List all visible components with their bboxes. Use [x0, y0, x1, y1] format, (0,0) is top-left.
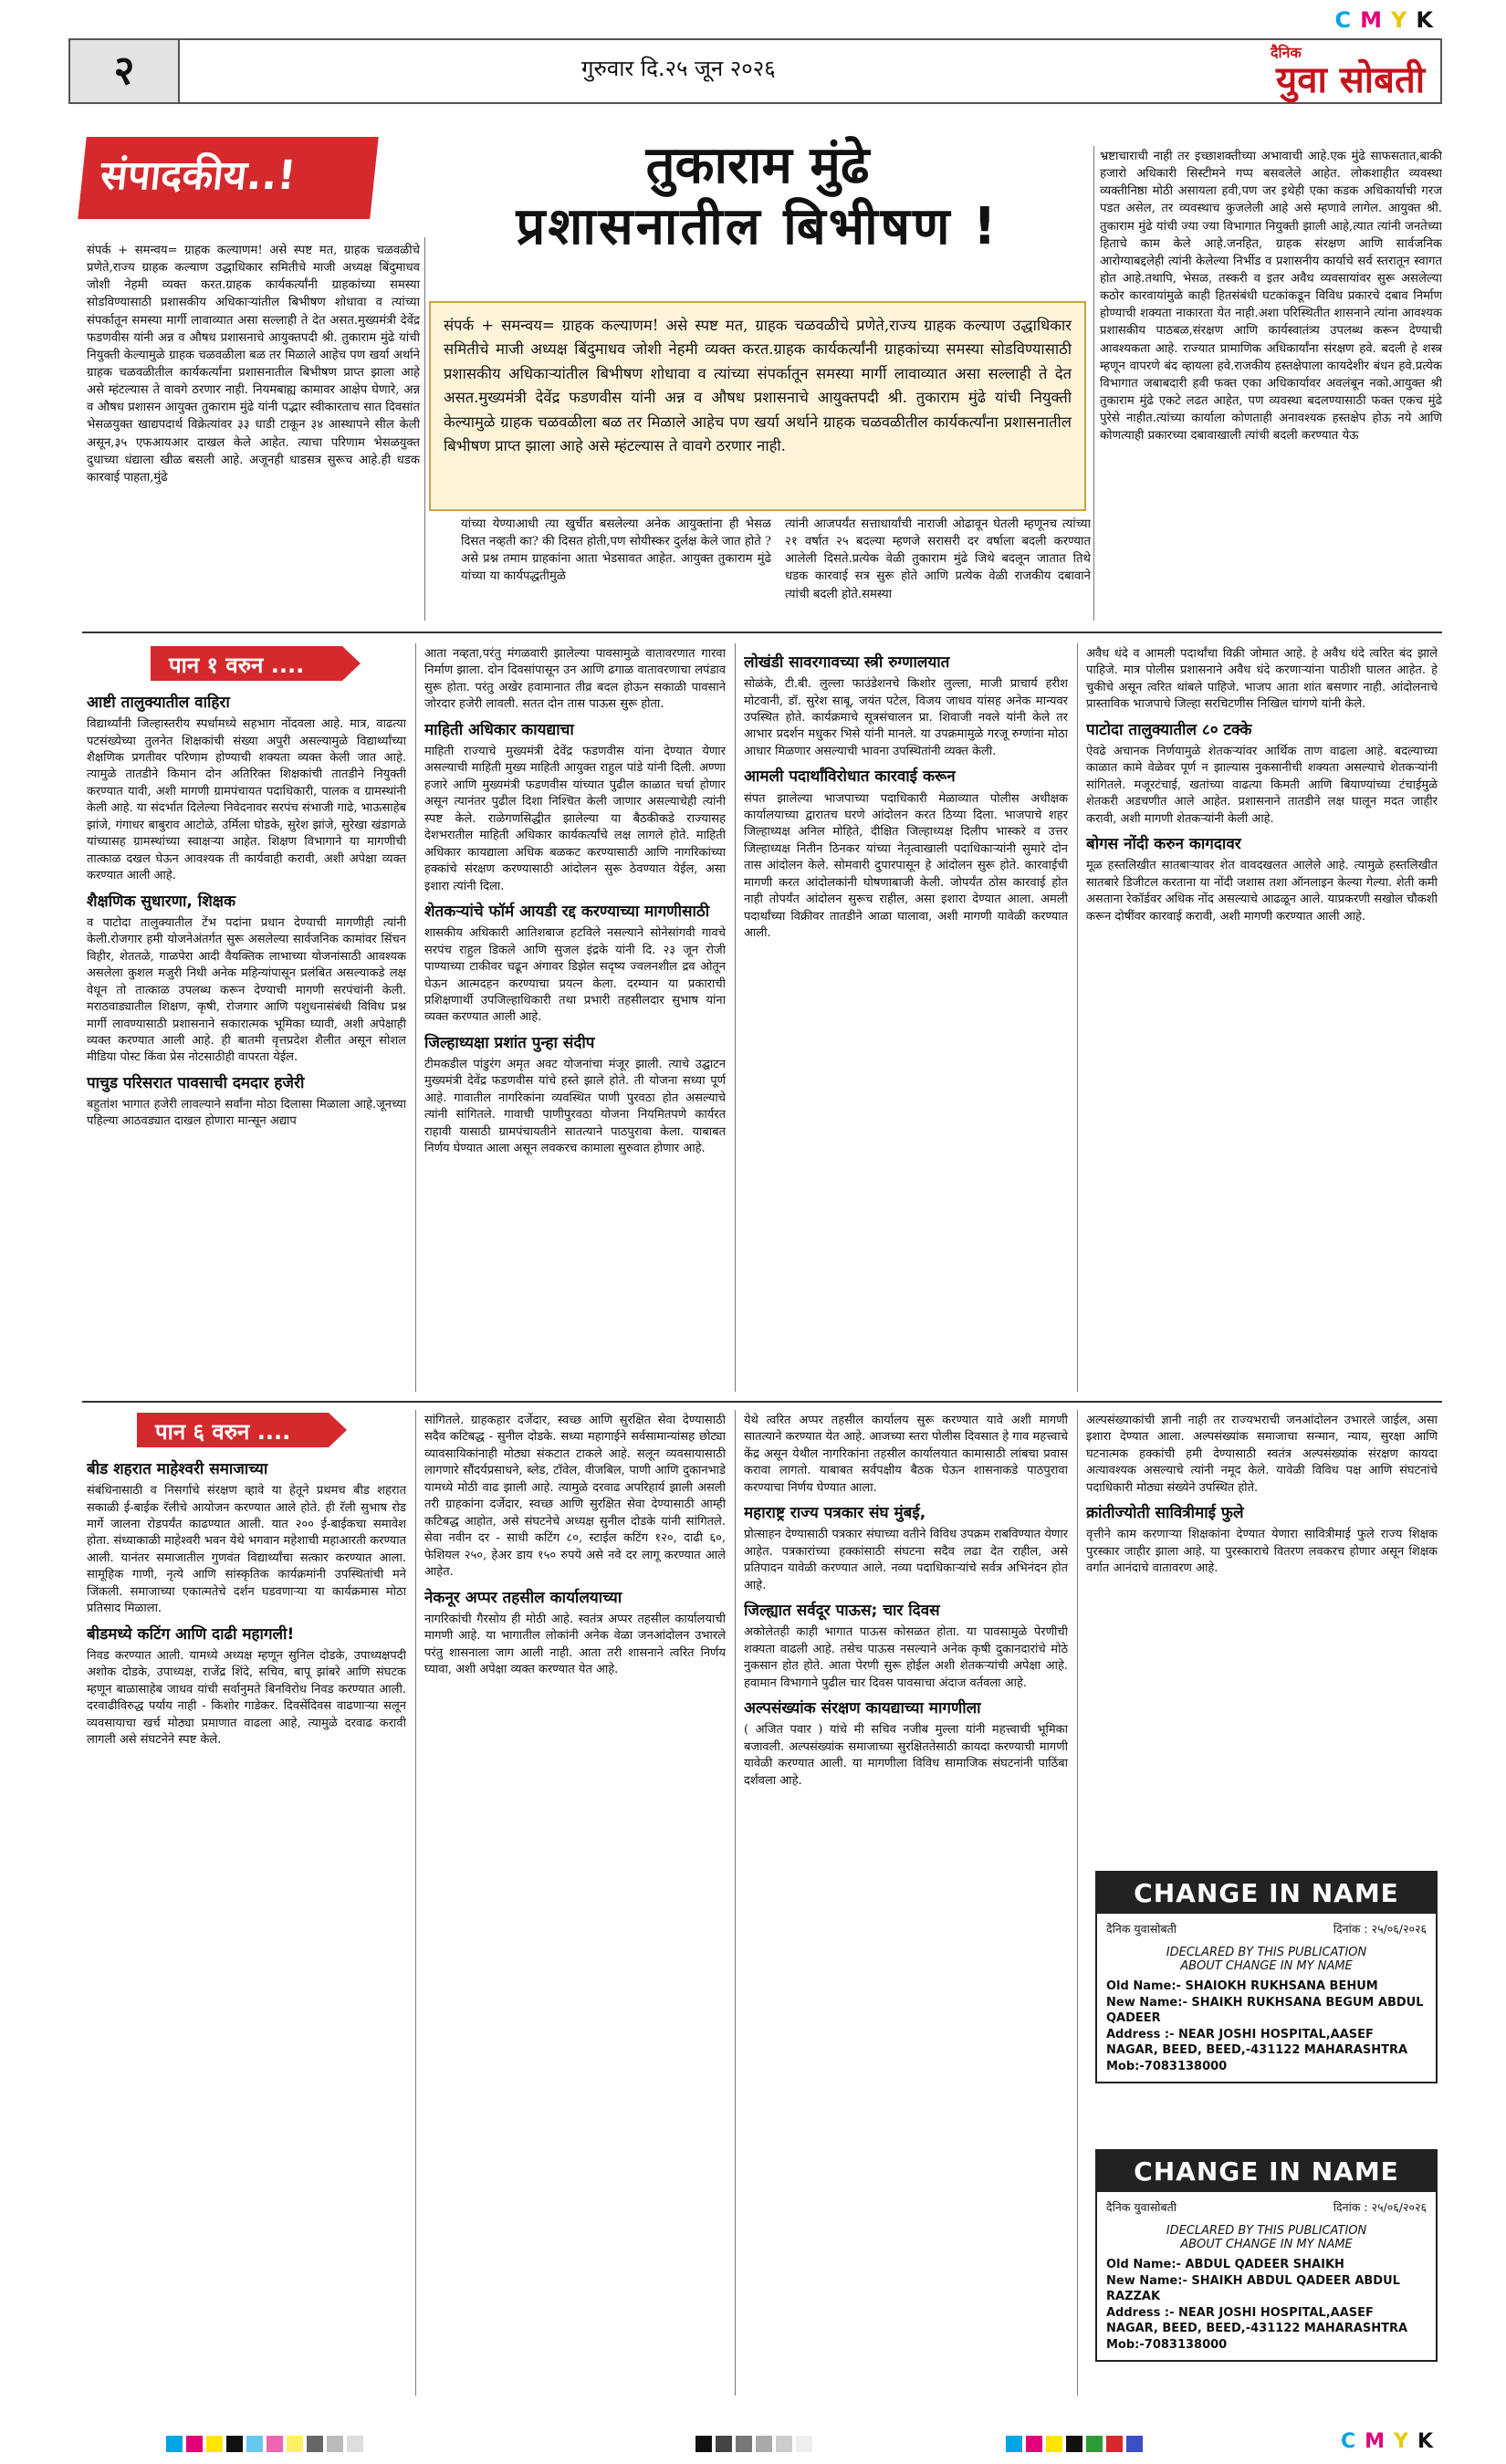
section1-column-1 — [87, 686, 406, 1394]
cmyk-y: Y — [1394, 2430, 1417, 2453]
section2-column-1 — [87, 1453, 406, 2393]
article-text: संबंधिनासाठी व निसर्गाचे संरक्षण व्हावे या हेतूने प्रथमच बीड शहरात सकाळी ई-बाईक रॅलीचे आयोजन करण्यात आले होते. ही रॅली सुभाष रोड मार्गे जालना रोडपर्यंत काढण्यात आली. यात २०० ई-बाईकचा समावेश होता. संध्याकाळी माहेश्वरी भवन येथे भगवान महेशाची महाआरती करण्यात आली. यानंतर समाजातील गुणवंत विद्यार्थ्यांचा सत्कार करण्यात आला. सामूहिक गाणी, नृत्ये आणि सांस्कृतिक कार्यक्रमांनी उपस्थितांची मने जिंकली. समाजाच्या एकात्मतेचे दर्शन घडवणाऱ्या या कार्यक्रमास मोठा प्रतिसाद मिळाला. — [87, 1484, 406, 1616]
article-heading: अल्पसंख्यांक संरक्षण कायद्याच्या मागणीला — [744, 1699, 981, 1718]
article-heading: पाटोदा तालुक्यातील ८० टक्के — [1086, 720, 1252, 739]
editorial-headline — [429, 135, 1086, 257]
article-text: आता नव्हता,परंतु मंगळवारी झालेल्या पावसामुळे वातावरणात गारवा निर्माण झाला. दोन दिवसांपासून उन आणि ढगाळ वातावरणाचा लपंडाव सुरू होता. परंतु अखेर हवामानात तीव्र बदल होऊन सकाळी पावसाने जोरदार हजेरी लावली. सतत दोन तास पाऊस सुरू होता. — [424, 647, 726, 712]
cmyk-marker — [1334, 7, 1442, 33]
notice-date: दिनांक : २५/०६/२०२६ — [1333, 2200, 1427, 2214]
notice-title: CHANGE IN NAME — [1097, 2151, 1436, 2192]
color-calibration-strip — [694, 2433, 814, 2455]
notice-declaration: IDECLARED BY THIS PUBLICATION — [1166, 2224, 1367, 2238]
editorial-left-column: संपर्क + समन्वय= ग्राहक कल्याणम! असे स्पष्ट मत, ग्राहक चळवळीचे प्रणेते,राज्य ग्राहक कल्याण उद्धाधिकार समितीचे माजी अध्यक्ष बिंदुमाधव जोशी नेहमी व्यक्त करत.ग्राहक कार्यकर्त्यांनी ग्राहकांच्या समस्या सोडविण्यासाठी प्रशासकीय अधिकाऱ्यांतील बिभीषण शोधावा व त्यांच्या संपर्कातून समस्या मार्गी लावाव्यात असा सल्लाही ते देत असत.मुख्यमंत्री देवेंद्र फडणवीस यांनी अन्न व औषध प्रशासनाचे आयुक्तपदी श्री. तुकाराम मुंढे यांची नियुक्ती केल्यामुळे ग्राहक चळवळीला बळ तर मिळाले आहेच पण खर्या अर्थाने ग्राहक चळवळीतील कार्यकर्त्यांना प्रशासनातील बिभीषण प्राप्त झाला आहे असे म्हंटल्यास ते वावगे ठरणार नाही. नियमबाह्य कामावर आक्षेप घेणारे, अन्न व औषध प्रशासन आयुक्त तुकाराम मुंढे यांनी पद्भार स्वीकारताच सात दिवसांत भेसळयुक्त खाद्यपदार्थ विक्रेत्यांवर ३३ धाडी टाकून ३४ आस्थापने सील केली असून,३५ एफआयआर दाखल केले आहेत. त्याचा परिणाम भेसळयुक्त दुधाच्या धंद्याला खीळ बसली आहे. अजूनही धाडसत्र सुरूच आहे.ही धडक कारवाई पाहता,मुंढे — [87, 244, 420, 485]
cmyk-k: K — [1416, 7, 1442, 33]
divider — [415, 643, 416, 1392]
article-text: टीमकडील पांडुरंग अमृत अवट योजनांचा मंजूर झाली. त्याचे उद्घाटन मुख्यमंत्री देवेंद्र फडणवीस यांचे हस्ते झाले होते. ती योजना सध्या पूर्ण आहे. गावातील नागरिकांना व्यवस्थित पाणी पुरवठा होत असल्याचे त्यांनी सांगितले. गावाची पाणीपुरवठा योजना नियमितपणे कार्यरत राहावी यासाठी ग्रामपंचायतीने सातत्याने पाठपुरावा केला. याबाबत निर्णय घेण्यात आला असून लवकरच कामाला सुरुवात होणार आहे. — [424, 1057, 726, 1156]
article-heading: जिल्हाध्यक्षा प्रशांत पुन्हा संदीप — [424, 1033, 595, 1052]
cmyk-c: C — [1340, 2430, 1365, 2453]
date-line: गुरुवार दि.२५ जून २०२६ — [581, 56, 776, 81]
logo-big: युवा सोबती — [1276, 59, 1426, 101]
article-text: प्रोत्साहन देण्यासाठी पत्रकार संघाच्या वतीने विविध उपक्रम राबविण्यात येणार आहेत. पत्रकारांच्या हक्कांसाठी संघटना सदैव लढा देत राहील, असे प्रतिपादन यावेळी करण्यात आले. नव्या पदाधिकाऱ्यांचे सर्वत्र अभिनंदन होत आहे. — [744, 1528, 1068, 1592]
color-calibration-strip — [1004, 2433, 1145, 2455]
section2-column-3 — [744, 1413, 1068, 2394]
section1-column-3 — [744, 646, 1068, 1394]
notice-paper: दैनिक युवासोबती — [1106, 1922, 1177, 1936]
cmyk-m: M — [1365, 2430, 1394, 2453]
section-tag-pan6: पान ६ वरुन .... — [137, 1413, 329, 1447]
article-heading: माहिती अधिकार कायद्याचा — [424, 720, 574, 739]
notice-mobile: Mob:-7083138000 — [1106, 2059, 1228, 2073]
section2-column-4 — [1086, 1413, 1438, 1842]
article-text: अकोलेतही काही भागात पाऊस कोसळत होता. या पावसामुळे पेरणीची शक्यता वाढली आहे. तसेच पाऊस नसल्याने अनेक कृषी दुकानदारांचे मोठे नुकसान होत होते. आता पेरणी सुरू होईल अशी शेतकऱ्यांची अपेक्षा आहे. हवामान विभागाने पुढील चार दिवस पावसाचा अंदाज वर्तवला आहे. — [744, 1625, 1068, 1690]
article-text: विद्यार्थ्यांनी जिल्हास्तरीय स्पर्धामध्ये सहभाग नोंदवला आहे. मात्र, वाढत्या पटसंख्येच्या तुलनेत शिक्षकांची संख्या अपुरी असल्यामुळे विद्यार्थ्यांच्या शैक्षणिक प्रगतीवर परिणाम होण्याची शक्यता व्यक्त केली जात आहे. त्यामुळे तातडीने किमान दोन अतिरिक्त शिक्षकांची तातडीने नियुक्ती करण्यात यावी, अशी मागणी ग्रामपंचायत पदाधिकारी, पालक व ग्रामस्थांनी केली आहे. या संदर्भात दिलेल्या निवेदनावर सरपंच संभाजी गाढे, भाऊसाहेब झांजे, गंगाधर बाबुराव आटोळे, उर्मिला घोडके, सुरेश झांजे, सुरेखा खंडागळे यांच्यासह ग्रामस्थांच्या स्वाक्षऱ्या आहेत. शिक्षण विभागाने या मागणीची तात्काळ दखल घेऊन आवश्यक ती कार्यवाही करावी, अशी अपेक्षा व्यक्त करण्यात आली आहे. — [87, 717, 406, 883]
article-text: अल्पसंख्याकांची ज्ञानी नाही तर राज्यभराची जनआंदोलन उभारले जाईल, असा इशारा देण्यात आला. अल्पसंख्यांक समाजाचा सन्मान, न्याय, सुरक्षा आणि घटनात्मक हक्कांची हमी देण्यासाठी स्वतंत्र अल्पसंख्यांक संरक्षण कायदा अत्यावश्यक असल्याचे त्यांनी नमूद केले. यावेळी विविध पक्ष आणि संघटनांचे पदाधिकारी मोठ्या संख्येने उपस्थित होते. — [1086, 1414, 1438, 1495]
notice-old-name: Old Name:- SHAIOKH RUKHSANA BEHUM — [1106, 1979, 1378, 1993]
article-text: सोळंके, टी.बी. लुल्ला फाउंडेशनचे किशोर लुल्ला, माजी प्राचार्य हरीश मोटवानी, डॉ. सुरेश साबू, जयंत पटेल, विजय जाधव यांसह अनेक मान्यवर उपस्थित होते. कार्यक्रमाचे सूत्रसंचालन प्रा. शिवाजी नवले यांनी केले तर आभार प्रदर्शन मधुकर भिसे यांनी मानले. या उपक्रमामुळे गरजू रुग्णांना मोठा आधार मिळणार असल्याची भावना उपस्थितांनी व्यक्त केली. — [744, 677, 1068, 758]
article-text: व पाटोदा तालुक्यातील टेंभ पदांना प्रधान देण्याची मागणीही त्यांनी केली.रोजगार हमी योजनेअंतर्गत सुरू असलेल्या सार्वजनिक कामांवर सिंचन विहीर, शेततळे, गाळपेरा आदी वैयक्तिक लाभाच्या योजनांसाठी आवश्यक असलेला कुशल मजुरी निधी अनेक महिन्यांपासून प्रलंबित असल्याकडे लक्ष वेधून तो तात्काळ उपलब्ध करून देण्याची मागणी सरपंचांनी केली. मराठवाड्यातील शिक्षण, कृषी, रोजगार आणि पशुधनासंबंधी विविध प्रश्न मार्गी लावण्यासाठी प्रशासनाने सकारात्मक भूमिका घ्यावी, अशी अपेक्षाही व्यक्त करण्यात आली आहे. ही बातमी वृत्तप्रदेश शैलीत असून सोशल मीडिया पोस्ट किंवा प्रेस नोटसाठीही वापरता येईल. — [87, 915, 406, 1065]
page-number: २ — [70, 40, 180, 102]
divider — [1077, 1410, 1078, 2396]
article-text: वृत्तीने काम करणाऱ्या शिक्षकांना देण्यात येणारा सावित्रीमाई फुले राज्य शिक्षक पुरस्कार जाहीर झाला आहे. या पुरस्काराचे वितरण लवकरच होणार असून शिक्षक वर्गात आनंदाचे वातावरण आहे. — [1086, 1528, 1438, 1576]
article-heading: आमली पदार्थांविरोधात कारवाई करून — [744, 767, 956, 787]
article-text: शासकीय अधिकारी आतिशबाज हटविले नसल्याने सोनेसांगवी गावचे सरपंच राहुल डिकले आणि सुजल इंद्रके यांनी दि. २३ जून रोजी पाण्याच्या टाकीवर चढून अंगावर डिझेल सदृष्य ज्वलनशील द्रव ओतून घेऊन आत्मदहन करण्याचा प्रयत्न केला. दरम्यान या प्रकाराची प्रशिक्षणार्थी उपजिल्हाधिकारी तथा प्रभारी तहसीलदार सुभाष यांना व्यक्त करण्यात आली आहे. — [424, 926, 726, 1025]
headline-line1: तुकाराम मुंढे — [645, 136, 870, 195]
divider — [1093, 146, 1094, 621]
divider — [735, 643, 736, 1392]
article-text: माहिती राज्याचे मुख्यमंत्री देवेंद्र फडणवीस यांना देण्यात येणार असल्याची माहिती मुख्य माहिती आयुक्त राहुल पांडे यांनी दिली. अण्णा हजारे आणि मुख्यमंत्री फडणवीस यांच्यात पुढील काळात चर्चा होणार असून त्यानंतर पुढील दिशा निश्चित केली जाणार असल्याचेही त्यांनी स्पष्ट केले. राळेगणसिद्धीत झालेल्या या बैठकीकडे राज्यासह देशभरातील माहिती अधिकार कार्यकर्त्यांचे लक्ष लागले होते. माहिती अधिकार कायद्याला अधिक बळकट करण्यासाठी आणि नागरिकांच्या हक्कांचे संरक्षण करण्यासाठी आंदोलन सुरू ठेवण्यात येईल, असा इशारा त्यांनी दिला. — [424, 744, 726, 893]
cmyk-m: M — [1360, 7, 1391, 33]
color-calibration-strip — [164, 2433, 365, 2455]
editorial-highlight-box: संपर्क + समन्वय= ग्राहक कल्याणम! असे स्पष्ट मत, ग्राहक चळवळीचे प्रणेते,राज्य ग्राहक कल्याण उद्धाधिकार समितीचे माजी अध्यक्ष बिंदुमाधव जोशी नेहमी व्यक्त करत.ग्राहक कार्यकर्त्यांनी ग्राहकांच्या समस्या सोडविण्यासाठी प्रशासकीय अधिकाऱ्यांतील बिभीषण शोधावा व त्यांच्या संपर्कातून समस्या मार्गी लावाव्यात असा सल्लाही ते देत असत.मुख्यमंत्री देवेंद्र फडणवीस यांनी अन्न व औषध प्रशासनाचे आयुक्तपदी श्री. तुकाराम मुंढे यांची नियुक्ती केल्यामुळे ग्राहक चळवळीला बळ तर मिळाले आहेच पण खर्या अर्थाने ग्राहक चळवळीतील कार्यकर्त्यांना प्रशासनातील बिभीषण प्राप्त झाला आहे असे म्हंटल्यास ते वावगे ठरणार नाही. — [429, 301, 1086, 511]
article-heading: शैक्षणिक सुधारणा, शिक्षक — [87, 892, 235, 911]
article-text: येथे त्वरित अप्पर तहसील कार्यालय सुरू करण्यात यावे अशी मागणी सातत्याने करण्यात येत आहे. आजच्या स्तरा पोलीस दिवसात हे गाव महत्त्वाचे केंद्र असून येथील नागरिकांना तहसील कार्यालयात कामासाठी लांबचा प्रवास करावा लागतो. याबाबत सर्वपक्षीय बैठक घेऊन शासनाकडे पाठपुरावा करण्याचा निर्णय घेण्यात आला. — [744, 1414, 1068, 1495]
editorial-right-column: भ्रष्टाचाराची नाही तर इच्छाशक्तीच्या अभावाची आहे.एक मुंढे साफसतात,बाकी हजारो अधिकारी सिस्टीमने गप्प बसवलेले आहेत. लोकशाहीत व्यवस्था व्यक्तीनिष्ठा मोठी असायला हवी,पण जर इथेही एका कडक अधिकार्याची गरज पडत असेल, तर व्यवस्थाच कुजलेली आहे असे म्हणावे लागेल. आयुक्त श्री. तुकाराम मुंढे यांची ज्या ज्या विभागात नियुक्ती झाली आहे,त्यात त्यांनी जनतेच्या हिताचे काम केले आहे.जनहित, ग्राहक संरक्षण आणि सार्वजनिक आरोग्याबद्दलेही त्यांनी केलेल्या निर्भीड व प्रशासनीय कार्याचे सर्व स्तरातून स्वागत होत आहे.तथापि, भेसळ, तस्करी व इतर अवैध व्यवसायांवर सुरू असलेल्या कठोर कारवायांमुळे काही हितसंबंधी घटकांकडून विविध प्रकारचे दबाव निर्माण होण्याची शक्यता नाकारता येत नाही.अशा परिस्थितीत शासनाने त्यांना आवश्यक प्रशासकीय पाठबळ,संरक्षण आणि कार्यस्वातंत्र्य उपलब्ध करून देण्याची आवश्यकता आहे. राज्यात प्रामाणिक अधिकार्यांना संरक्षण हवे. बदली हे शस्त्र म्हणून वापरणे बंद व्हायला हवे.राजकीय हस्तक्षेपाला कायदेशीर बंधन हवे.प्रत्येक विभागात जबाबदारी हवी फक्त एका अधिकार्यावर अवलंबून नको.आयुक्त श्री तुकाराम मुंढे एकटे लढत आहेत, पण व्यवस्था बदलण्यासाठी फक्त एकच मुंढे पुरेसे नाहीत.त्यांच्या कार्याला कोणताही अनावश्यक हस्तक्षेप होऊ नये आणि कोणत्याही प्रकारच्या दबावाखाली त्यांची बदली करण्यात येऊ — [1100, 150, 1442, 444]
divider — [415, 1410, 416, 2396]
cmyk-marker-bottom — [1341, 2430, 1442, 2453]
change-in-name-notice-2 — [1095, 2149, 1438, 2362]
notice-title: CHANGE IN NAME — [1097, 1873, 1436, 1914]
section2-column-2 — [424, 1413, 726, 2394]
masthead-band — [68, 38, 1442, 104]
cmyk-k: K — [1417, 2430, 1442, 2453]
article-text: संपत झालेल्या भाजपाच्या पदाधिकारी मेळाव्यात पोलीस अधीक्षक कार्यालयाच्या द्वारातच घरणे आंदोलन करत ठिय्या दिला. भाजपाचे शहर जिल्हाध्यक्ष अनिल मोहिते, दीक्षित जिल्हाध्यक्ष दिलीप भास्करे व उत्तर जिल्हाध्यक्ष नितीन ठिनकर यांच्या नेतृत्वाखाली पदाधिकाऱ्यांनी सुमारे दोन तास आंदोलन केले. सोमवारी दुपारपासून हे आंदोलन सुरू होते. कारवाईची मागणी करत आंदोलकांनी घोषणाबाजी केली. जोपर्यंत ठोस कारवाई होत नाही तोपर्यंत आंदोलन सुरूच राहील, असा इशारा देण्यात आला. अमली पदार्थांच्या विक्रीवर तातडीने आळा घालावा, अशी मागणी यावेळी करण्यात आली. — [744, 791, 1068, 941]
section1-column-4 — [1086, 646, 1438, 1394]
newspaper-logo — [1258, 40, 1440, 102]
notice-mobile: Mob:-7083138000 — [1106, 2337, 1228, 2352]
article-text: ऐवढे अचानक निर्णयामुळे शेतकऱ्यांवर आर्थिक ताण वाढला आहे. बदल्याच्या काळात कामे वेळेवर पूर्ण न झाल्यास नुकसानीची शक्यता असल्याचे शेतकऱ्यांनी सांगितले. मजूरटंचाई, खतांच्या वाढत्या किमती आणि बियाण्यांच्या टंचाईमुळे शेतकरी अडचणीत आले आहेत. प्रशासनाने तातडीने लक्ष घालून मदत जाहीर करावी, अशी मागणी शेतकऱ्यांनी केली आहे. — [1086, 744, 1438, 826]
notice-paper: दैनिक युवासोबती — [1106, 2200, 1177, 2214]
article-heading: आष्टी तालुक्यातील वाहिरा — [87, 694, 230, 712]
editorial-badge: संपादकीय..! — [78, 137, 378, 219]
article-heading: लोखंडी सावरगावच्या स्त्री रुग्णालयात — [744, 653, 950, 672]
article-heading: बोगस नोंदी करुन कागदावर — [1086, 835, 1241, 854]
divider — [424, 237, 425, 621]
notice-declaration: ABOUT CHANGE IN MY NAME — [1180, 1959, 1353, 1973]
notice-new-name: New Name:- SHAIKH RUKHSANA BEGUM ABDUL QADEER — [1106, 1995, 1424, 2026]
logo-small: दैनिक — [1271, 44, 1302, 61]
section1-column-2 — [424, 646, 726, 1394]
cmyk-c: C — [1334, 7, 1361, 33]
article-text: निवड करण्यात आली. यामध्ये अध्यक्ष म्हणून सुनिल दोडके, उपाध्यक्षपदी अशोक दोडके, उपाध्यक्ष, राजेंद्र शिंदे, सचिव, बापू झांबरे आणि संघटक म्हणून बाळासाहेब जाधव यांची सर्वानुमते बिनविरोध निवड करण्यात आली. दरवाढीविरुद्ध पर्याय नाही - किशोर गाडेकर. दिवसेंदिवस वाढणाऱ्या सलून व्यवसायाचा खर्च मोठ्या प्रमाणात वाढला आहे, त्यामुळे दरवाढ करावी लागली असे संघटनेने स्पष्ट केले. — [87, 1648, 406, 1748]
article-heading: बीड शहरात माहेश्वरी समाजाच्या — [87, 1460, 268, 1478]
article-text: अवैध धंदे व आमली पदार्थांचा विक्री जोमात आहे. हे अवैध धंदे त्वरित बंद झाले पाहिजे. मात्र पोलीस प्रशासनाने अवैध धंदे करणाऱ्यांना पाठीशी घालत आहेत. हे चुकीचे असून त्वरित थांबले पाहिजे. भाजप आता शांत बसणार नाही. आंदोलनाचे प्रास्ताविक भाजपाचे जिल्हा सरचिटणीस निखिल चांगणे यांनी केले. — [1086, 647, 1438, 712]
article-text: नागरिकांची गैरसोय ही मोठी आहे. स्वतंत्र अप्पर तहसील कार्यालयाची मागणी आहे. या भागातील लोकांनी अनेक वेळा जनआंदोलन उभारले परंतु शासनाला जाग आली नाही. आता तरी शासनाने त्वरित निर्णय घ्यावा, अशी अपेक्षा व्यक्त करण्यात येत आहे. — [424, 1612, 726, 1677]
article-text: बहुतांश भागात हजेरी लावल्याने सर्वांना मोठा दिलासा मिळाला आहे.जूनच्या पहिल्या आठवड्यात दाखल होणारा मान्सून अद्याप — [87, 1097, 406, 1129]
article-heading: शेतकऱ्यांचे फॉर्म आयडी रद्द करण्याच्या मागणीसाठी — [424, 903, 710, 922]
notice-address: Address :- NEAR JOSHI HOSPITAL,AASEF NAGAR, BEED, BEED,-431122 MAHARASHTRA — [1106, 2305, 1408, 2336]
notice-date: दिनांक : २५/०६/२०२६ — [1333, 1922, 1427, 1936]
article-heading: महाराष्ट्र राज्य पत्रकार संघ मुंबई, — [744, 1504, 926, 1523]
article-text: मूळ हस्तलिखीत सातबाऱ्यावर शेत वावदखलत आलेले आहे. त्यामुळे हस्तलिखीत सातबारे डिजीटल करताना या नोंदी जशास तशा ऑनलाइन केल्या गेल्या. शेती कमी असताना रेकॉर्डवर अधिक नोंद असल्याचे आढळून आले. याप्रकरणी सखोल चौकशी करून दोषींवर कारवाई करावी, अशी मागणी करण्यात आली आहे. — [1086, 859, 1438, 924]
notice-declaration: IDECLARED BY THIS PUBLICATION — [1166, 1946, 1367, 1959]
article-heading: बीडमध्ये कटिंग आणि दाढी महागली! — [87, 1624, 295, 1644]
article-heading: पाचुड परिसरात पावसाची दमदार हजेरी — [87, 1073, 305, 1092]
notice-new-name: New Name:- SHAIKH ABDUL QADEER ABDUL RAZZAK — [1106, 2273, 1400, 2304]
article-heading: क्रांतीज्योती सावित्रीमाई फुले — [1086, 1504, 1244, 1523]
editorial-mid-column-2: त्यांनी आजपर्यंत सत्ताधार्यांची नाराजी ओढावून घेतली म्हणूनच त्यांच्या २१ वर्षात २५ बदल्या म्हणजे सरासरी दर वर्षाला बदली करण्यात आलेली दिसते.प्रत्येक वेळी तुकाराम मुंढे जिथे बदलून जातात तिथे धडक कारवाई सत्र सुरू होते आणि प्रत्येक वेळी राजकीय दबावाने त्यांची बदली होते.समस्या — [785, 517, 1091, 601]
section-tag-pan1: पान १ वरुन .... — [151, 646, 342, 681]
section-rule — [82, 1401, 1442, 1403]
divider — [735, 1410, 736, 2396]
article-heading: नेकनूर अप्पर तहसील कार्यालयाच्या — [424, 1588, 622, 1607]
notice-old-name: Old Name:- ABDUL QADEER SHAIKH — [1106, 2258, 1344, 2271]
section-rule — [82, 632, 1442, 633]
notice-declaration: ABOUT CHANGE IN MY NAME — [1180, 2238, 1353, 2251]
headline-line2: प्रशासनातील बिभीषण ! — [516, 197, 999, 257]
change-in-name-notice-1 — [1095, 1871, 1438, 2083]
article-text: ( अजित पवार ) यांचे मी सचिव नजीब मुल्ला यांनी महत्त्वाची भूमिका बजावली. अल्पसंख्यांक समाजाच्या सुरक्षिततेसाठी कायदा करण्याची मागणी यावेळी करण्यात आली. या मागणीला विविध सामाजिक संघटनांनी पाठिंबा दर्शवला आहे. — [744, 1723, 1068, 1788]
article-text: सांगितले. ग्राहकहार दर्जेदार, स्वच्छ आणि सुरक्षित सेवा देण्यासाठी सदैव कटिबद्ध - सुनील दोडके. सध्या महागाईने सर्वसामान्यांसह छोट्या व्यावसायिकांनाही मोठ्या संकटात टाकले आहे. सलून व्यवसायासाठी लागणारे सौंदर्यप्रसाधने, ब्लेड, टॉवेल, वीजबिल, पाणी आणि दुकानभाडे यामध्ये मोठी वाढ झाली आहे. त्यामुळे दरवाढ अपरिहार्य झाली असली तरी ग्राहकांना दर्जेदार, स्वच्छ आणि सुरक्षित सेवा देण्यासाठी आम्ही कटिबद्ध आहोत, असे संघटनेचे अध्यक्ष सुनील दोडके यांनी सांगितले. सेवा नवीन दर - साधी कटिंग ८०, स्टाईल कटिंग १२०, दाढी ६०, फेशियल २५०, हेअर डाय १५० रुपये असे नवे दर लागू करण्यात आले आहेत. — [424, 1414, 726, 1580]
article-heading: जिल्ह्यात सर्वदूर पाऊस; चार दिवस — [744, 1602, 940, 1621]
notice-address: Address :- NEAR JOSHI HOSPITAL,AASEF NAGAR, BEED, BEED,-431122 MAHARASHTRA — [1106, 2027, 1408, 2058]
editorial-mid-column-1: यांच्या येण्याआधी त्या खुर्चीत बसलेल्या अनेक आयुक्तांना ही भेसळ दिसत नव्हती का? की दिसत होती,पण सोयीस्कर दुर्लक्ष केले जात होते ? असे प्रश्न तमाम ग्राहकांना आता भेडसावत आहेत. आयुक्त तुकाराम मुंढे यांच्या या कार्यपद्धतीमुळे — [461, 517, 771, 584]
divider — [1077, 643, 1078, 1392]
cmyk-y: Y — [1391, 7, 1417, 33]
